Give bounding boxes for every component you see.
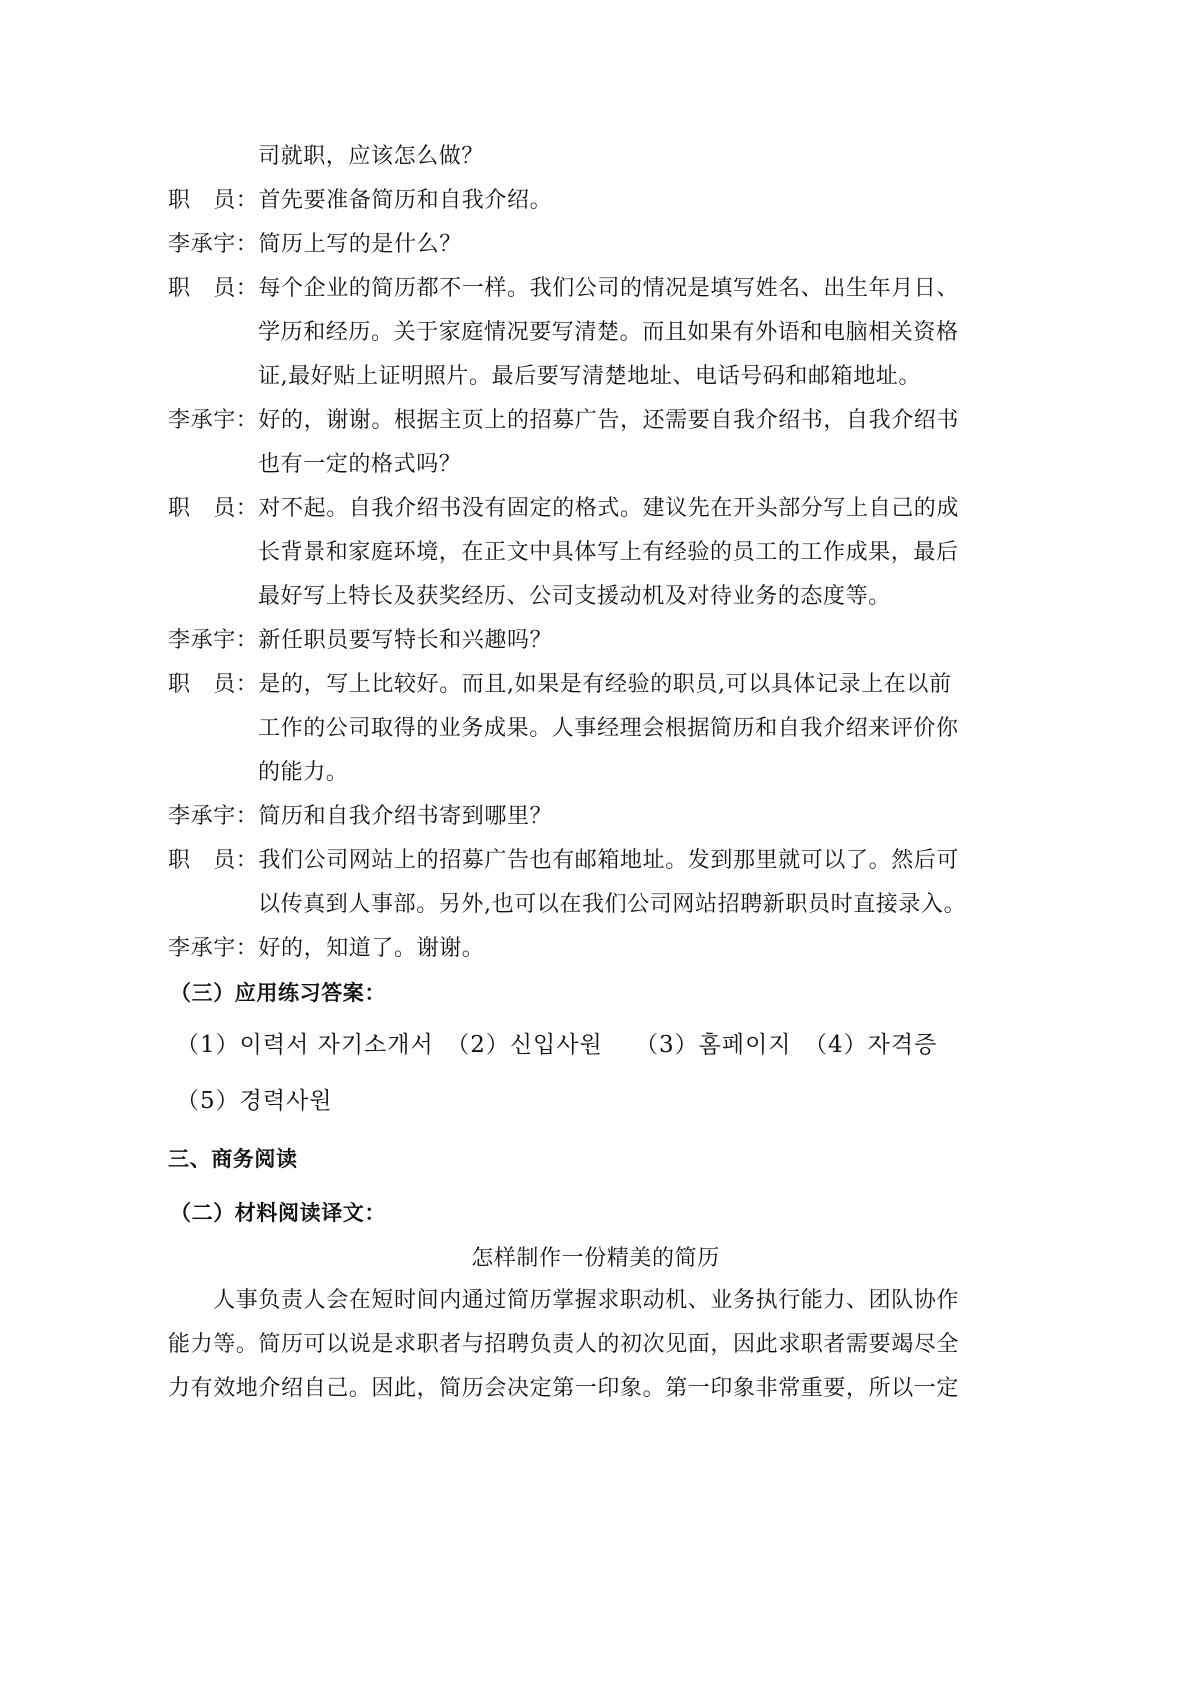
dialogue-line [168, 934, 484, 964]
dialogue-continuation-line: 最好写上特长及获奖经历、公司支援动机及对待业务的态度等。 [258, 584, 891, 609]
dialogue-text: 我们公司网站上的招募广告也有邮箱地址。发到那里就可以了。然后可 [258, 848, 960, 873]
speaker-label: 职 员： [168, 848, 259, 873]
exercise-answers-line: （5）경력사원 [176, 1088, 333, 1114]
speaker-label: 李承宇： [168, 804, 259, 829]
dialogue-line [168, 670, 952, 700]
dialogue-text: 新任职员要写特长和兴趣吗？ [258, 628, 553, 653]
article-paragraph-line: 能力等。简历可以说是求职者与招聘负责人的初次见面，因此求职者需要竭尽全 [168, 1332, 960, 1357]
dialogue-continuation-line: 长背景和家庭环境，在正文中具体写上有经验的员工的工作成果，最后 [258, 540, 959, 565]
dialogue-continuation-line: 的能力。 [258, 760, 349, 785]
dialogue-line [168, 406, 959, 436]
speaker-label: 职 员： [168, 672, 259, 697]
dialogue-continuation-line: 工作的公司取得的业务成果。人事经理会根据简历和自我介绍来评价你 [258, 716, 959, 741]
dialogue-continuation-line: 证,最好贴上证明照片。最后要写清楚地址、电话号码和邮箱地址。 [258, 364, 921, 389]
dialogue-continuation-line: 司就职，应该怎么做？ [258, 144, 485, 169]
dialogue-line [168, 802, 552, 832]
speaker-label: 李承宇： [168, 628, 259, 653]
dialogue-continuation-line: 也有一定的格式吗？ [258, 452, 462, 477]
dialogue-text: 每个企业的简历都不一样。我们公司的情况是填写姓名、出生年月日、 [258, 276, 960, 301]
speaker-label: 李承宇： [168, 936, 259, 961]
exercise-heading: （三）应用练习答案： [170, 981, 386, 1005]
speaker-label: 李承宇： [168, 408, 259, 433]
dialogue-text: 好的，谢谢。根据主页上的招募广告，还需要自我介绍书，自我介绍书 [258, 408, 960, 433]
dialogue-line [168, 494, 959, 524]
dialogue-text: 好的，知道了。谢谢。 [258, 936, 485, 961]
section-subheading: （二）材料阅读译文： [170, 1201, 386, 1225]
dialogue-line [168, 230, 462, 260]
dialogue-continuation-line: 学历和经历。关于家庭情况要写清楚。而且如果有外语和电脑相关资格 [258, 320, 959, 345]
dialogue-line [168, 626, 552, 656]
dialogue-text: 对不起。自我介绍书没有固定的格式。建议先在开头部分写上自己的成 [258, 496, 960, 521]
article-paragraph-line: 人事负责人会在短时间内通过简历掌握求职动机、业务执行能力、团队协作 [168, 1288, 960, 1313]
speaker-label: 李承宇： [168, 232, 259, 257]
speaker-label: 职 员： [168, 276, 259, 301]
dialogue-line [168, 846, 959, 876]
speaker-label: 职 员： [168, 188, 259, 213]
article-title: 怎样制作一份精美的简历 [471, 1246, 720, 1271]
article-paragraph-line: 力有效地介绍自己。因此，简历会决定第一印象。第一印象非常重要，所以一定 [168, 1376, 960, 1401]
dialogue-line [168, 186, 552, 216]
dialogue-continuation-line: 以传真到人事部。另外,也可以在我们公司网站招聘新职员时直接录入。 [258, 892, 967, 917]
dialogue-text: 首先要准备简历和自我介绍。 [258, 188, 553, 213]
exercise-answers-line: （1）이력서 자기소개서 （2）신입사원 （3）홈페이지 （4）자격증 [176, 1032, 938, 1058]
dialogue-text: 是的，写上比较好。而且,如果是有经验的职员,可以具体记录上在以前 [258, 672, 952, 697]
dialogue-text: 简历上写的是什么？ [258, 232, 462, 257]
speaker-label: 职 员： [168, 496, 259, 521]
dialogue-text: 简历和自我介绍书寄到哪里？ [258, 804, 553, 829]
section-heading: 三、商务阅读 [168, 1147, 298, 1171]
dialogue-line [168, 274, 959, 304]
